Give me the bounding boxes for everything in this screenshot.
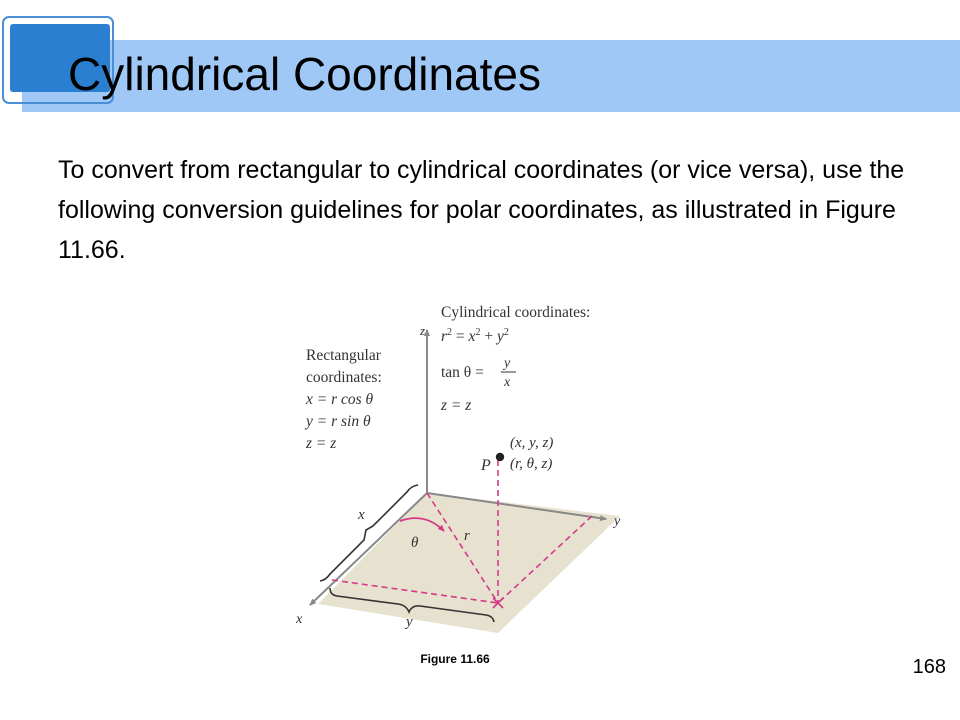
- theta-label: θ: [411, 535, 419, 551]
- rect-equation-y: y = r sin θ: [306, 413, 371, 430]
- figure-caption: Figure 11.66: [420, 652, 490, 666]
- slide-title: Cylindrical Coordinates: [68, 48, 541, 100]
- x-axis-label: x: [296, 612, 303, 627]
- point-rectangular-label: (x, y, z): [510, 435, 554, 451]
- rect-label-line1: Rectangular: [306, 347, 381, 364]
- page-number: 168: [912, 656, 946, 678]
- rectangular-coordinates-block: [304, 347, 382, 452]
- cyl-equation-tan-denominator: x: [504, 375, 511, 390]
- cyl-equation-z: z = z: [441, 397, 472, 414]
- point-p: [496, 453, 504, 461]
- brace-x-label: x: [358, 507, 365, 523]
- z-axis-label: z: [420, 323, 426, 338]
- body-text: To convert from rectangular to cylindrical coordinates (or vice versa), use the following conversion guidelines for polar coordinates, as illustrated in Figure 11.66.: [58, 156, 905, 264]
- cylindrical-coordinates-figure: [290, 290, 640, 635]
- y-axis-label: y: [614, 514, 621, 529]
- rect-equation-z: z = z: [306, 435, 337, 452]
- rect-label-line2: coordinates:: [306, 369, 382, 386]
- cyl-equation-tan-prefix: tan θ =: [441, 364, 484, 381]
- brace-y-label: y: [406, 614, 413, 630]
- rect-equation-x: x = r cos θ: [306, 391, 374, 408]
- cyl-heading: Cylindrical coordinates:: [441, 304, 591, 321]
- cylindrical-coordinates-block: [440, 304, 590, 414]
- cyl-equation-tan-numerator: y: [504, 356, 511, 371]
- cyl-equation-r: $r^2 = x^2 + y^2$: [441, 327, 509, 345]
- point-p-label: P: [481, 457, 491, 474]
- point-cylindrical-label: (r, θ, z): [510, 456, 553, 472]
- radius-label: r: [464, 528, 470, 544]
